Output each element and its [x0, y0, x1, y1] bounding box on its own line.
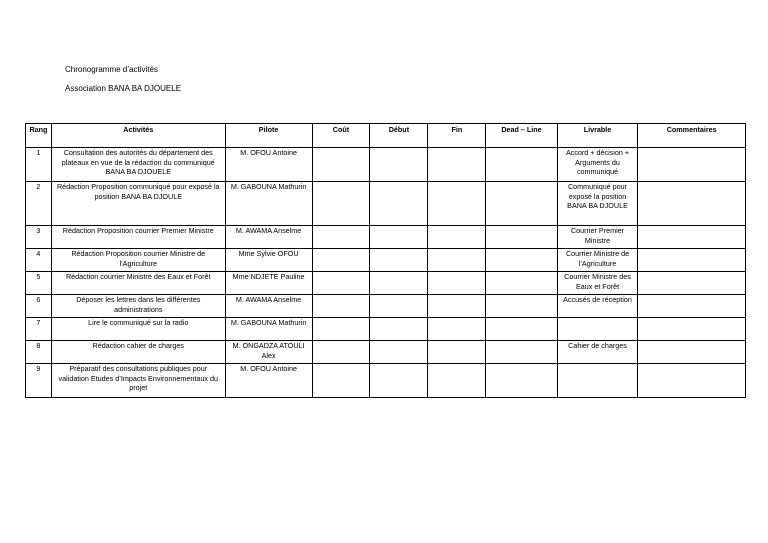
cell-livrable — [557, 318, 638, 341]
cell-rang: 4 — [26, 249, 52, 272]
cell-commentaires — [638, 226, 746, 249]
cell-livrable: Courrier Ministre de l’Agriculture — [557, 249, 638, 272]
cell-activite: Rédaction Proposition courrier Premier Ministre — [51, 226, 225, 249]
header-commentaires: Commentaires — [638, 124, 746, 148]
cell-cout — [312, 341, 370, 364]
cell-activite: Consultation des autorités du département des plateaux en vue de la rédaction du communiqué BANA BA DJOUELE — [51, 148, 225, 182]
cell-commentaires — [638, 249, 746, 272]
cell-activite: Rédaction courrier Ministre des Eaux et Forêt — [51, 272, 225, 295]
cell-cout — [312, 182, 370, 226]
cell-debut — [370, 148, 428, 182]
table-row — [26, 249, 746, 272]
cell-debut — [370, 226, 428, 249]
cell-cout — [312, 148, 370, 182]
cell-deadline — [486, 364, 557, 398]
cell-rang: 5 — [26, 272, 52, 295]
cell-debut — [370, 182, 428, 226]
cell-debut — [370, 272, 428, 295]
cell-commentaires — [638, 341, 746, 364]
cell-commentaires — [638, 295, 746, 318]
table-row — [26, 182, 746, 226]
cell-pilote: M. AWAMA Anselme — [225, 295, 312, 318]
cell-pilote: Mme NDJETE Pauline — [225, 272, 312, 295]
header-debut: Début — [370, 124, 428, 148]
cell-deadline — [486, 318, 557, 341]
table-row — [26, 148, 746, 182]
header-cout: Coût — [312, 124, 370, 148]
header-pilote: Pilote — [225, 124, 312, 148]
cell-commentaires — [638, 148, 746, 182]
cell-deadline — [486, 182, 557, 226]
cell-rang: 6 — [26, 295, 52, 318]
cell-pilote: Mme Sylvie OFOU — [225, 249, 312, 272]
cell-livrable: Accusés de réception — [557, 295, 638, 318]
table-row — [26, 272, 746, 295]
cell-fin — [428, 341, 486, 364]
activity-schedule-table — [25, 123, 746, 398]
cell-deadline — [486, 148, 557, 182]
table-row — [26, 318, 746, 341]
cell-debut — [370, 249, 428, 272]
cell-fin — [428, 295, 486, 318]
table-row — [26, 341, 746, 364]
cell-commentaires — [638, 318, 746, 341]
cell-activite: Lire le communiqué sur la radio — [51, 318, 225, 341]
header-rang: Rang — [26, 124, 52, 148]
cell-activite: Rédaction cahier de charges — [51, 341, 225, 364]
cell-activite: Rédaction Proposition courrier Ministre de l’Agriculture — [51, 249, 225, 272]
cell-cout — [312, 364, 370, 398]
cell-debut — [370, 318, 428, 341]
cell-fin — [428, 318, 486, 341]
cell-activite: Préparatif des consultations publiques pour validation Etudes d’Impacts Environnementaux du projet — [51, 364, 225, 398]
cell-rang: 7 — [26, 318, 52, 341]
table-row — [26, 364, 746, 398]
cell-livrable: Courrier Ministre des Eaux et Forêt — [557, 272, 638, 295]
cell-fin — [428, 364, 486, 398]
cell-rang: 1 — [26, 148, 52, 182]
cell-deadline — [486, 341, 557, 364]
cell-fin — [428, 249, 486, 272]
cell-livrable: Accord + décision + Arguments du communiqué — [557, 148, 638, 182]
cell-fin — [428, 148, 486, 182]
cell-pilote: M. GABOUNA Mathurin — [225, 182, 312, 226]
cell-rang: 8 — [26, 341, 52, 364]
cell-activite: Déposer les lettres dans les différentes administrations — [51, 295, 225, 318]
cell-debut — [370, 295, 428, 318]
cell-cout — [312, 226, 370, 249]
cell-pilote: M. OFOU Antoine — [225, 364, 312, 398]
cell-deadline — [486, 295, 557, 318]
cell-commentaires — [638, 272, 746, 295]
header-deadline: Dead – Line — [486, 124, 557, 148]
document-title: Chronogramme d’activités — [65, 65, 158, 74]
cell-debut — [370, 341, 428, 364]
cell-commentaires — [638, 182, 746, 226]
cell-commentaires — [638, 364, 746, 398]
header-fin: Fin — [428, 124, 486, 148]
header-livrable: Livrable — [557, 124, 638, 148]
cell-rang: 2 — [26, 182, 52, 226]
cell-cout — [312, 295, 370, 318]
cell-pilote: M. GABOUNA Mathurin — [225, 318, 312, 341]
cell-debut — [370, 364, 428, 398]
table-header-row — [26, 124, 746, 148]
cell-fin — [428, 182, 486, 226]
header-activites: Activités — [51, 124, 225, 148]
cell-rang: 3 — [26, 226, 52, 249]
cell-pilote: M. AWAMA Anselme — [225, 226, 312, 249]
association-name: Association BANA BA DJOUELE — [65, 84, 182, 93]
table-row — [26, 295, 746, 318]
cell-rang: 9 — [26, 364, 52, 398]
cell-pilote: M. OFOU Antoine — [225, 148, 312, 182]
cell-pilote: M. ONGADZA ATOULI Alex — [225, 341, 312, 364]
cell-deadline — [486, 226, 557, 249]
cell-livrable: Cahier de charges — [557, 341, 638, 364]
cell-cout — [312, 249, 370, 272]
cell-livrable: Communiqué pour exposé la position BANA BA DJOULE — [557, 182, 638, 226]
cell-fin — [428, 226, 486, 249]
cell-fin — [428, 272, 486, 295]
table-row — [26, 226, 746, 249]
cell-deadline — [486, 272, 557, 295]
cell-cout — [312, 318, 370, 341]
cell-livrable: Courrier Premier Ministre — [557, 226, 638, 249]
cell-cout — [312, 272, 370, 295]
cell-deadline — [486, 249, 557, 272]
cell-activite: Rédaction Proposition communiqué pour exposé la position BANA BA DJOULE — [51, 182, 225, 226]
cell-livrable — [557, 364, 638, 398]
